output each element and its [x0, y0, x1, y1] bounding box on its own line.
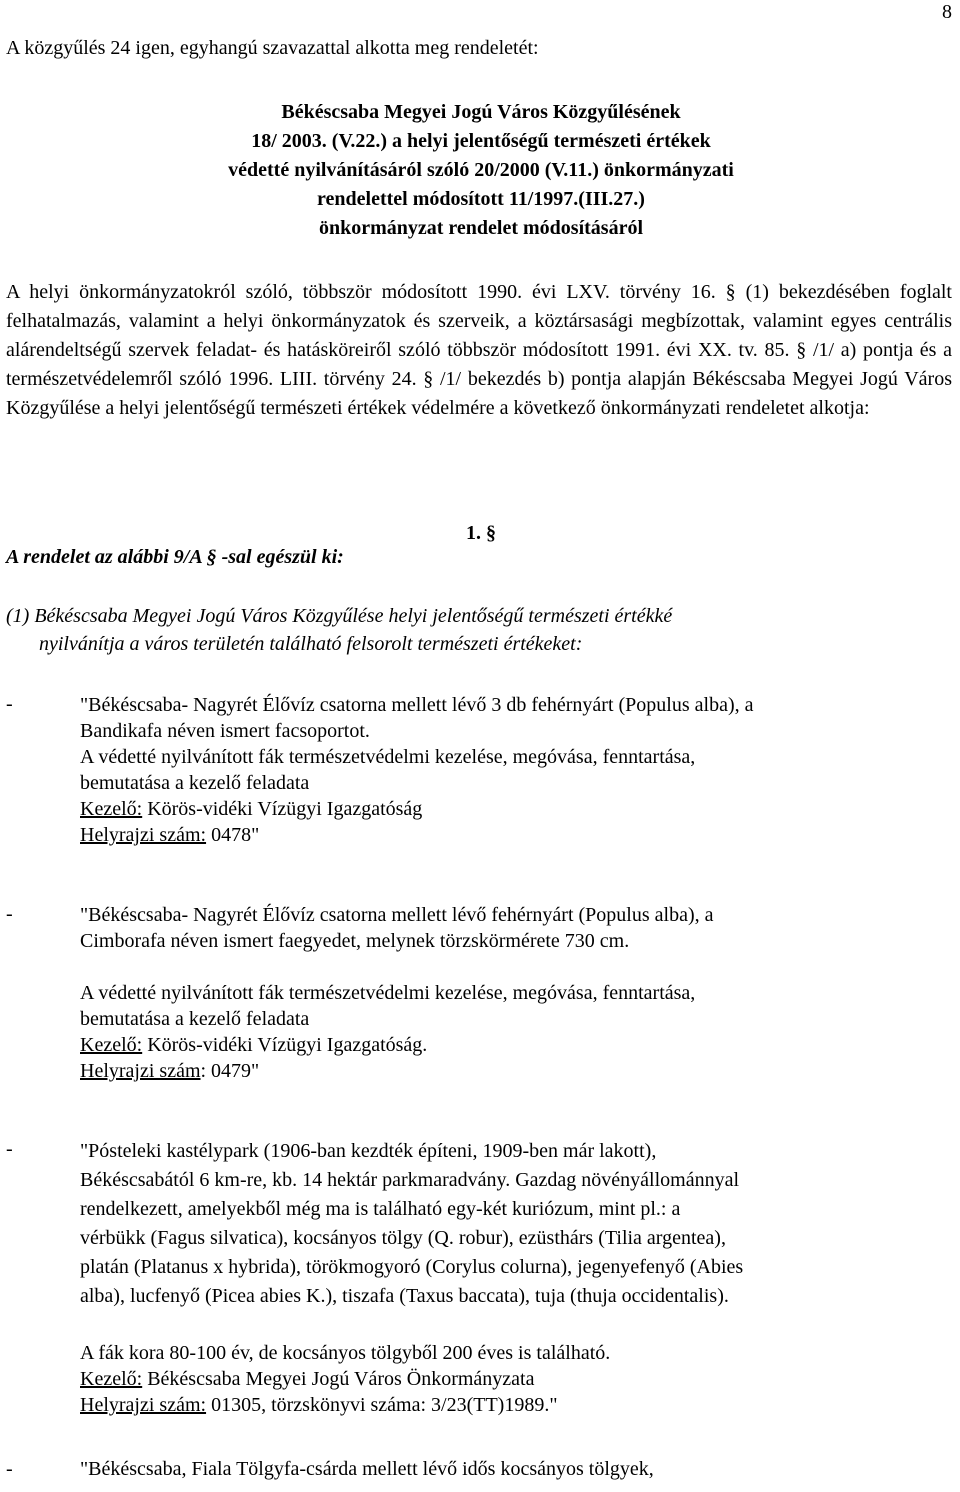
hrsz-label: Helyrajzi szám:	[80, 824, 207, 846]
hrsz-value: 01305, törzskönyvi száma: 3/23(TT)1989."	[206, 1394, 558, 1416]
list-item-line: "Békéscsaba- Nagyrét Élővíz csatorna mellett lévő 3 db fehérnyárt (Populus alba), a	[80, 694, 754, 716]
list-item-line: "Pósteleki kastélypark (1906-ban kezdték építeni, 1909-ben már lakott),	[80, 1140, 657, 1162]
list-item	[6, 692, 956, 872]
hrsz-line	[80, 822, 940, 848]
section-heading: A rendelet az alábbi 9/A § -sal egészül ki:	[6, 546, 344, 568]
kezelo-value: Körös-vidéki Vízügyi Igazgatóság	[142, 798, 423, 820]
list-item	[6, 1137, 956, 1437]
paragraph-1-line: nyilvánítja a város területén található felsorolt természeti értékeket:	[39, 633, 583, 655]
intro-sentence: A közgyűlés 24 igen, egyhangú szavazattal alkotta meg rendeletét:	[6, 37, 539, 59]
hrsz-label: Helyrajzi szám:	[80, 1394, 207, 1416]
page-number: 8	[942, 1, 952, 23]
decree-title	[6, 98, 956, 243]
kezelo-label: Kezelő:	[80, 1034, 143, 1056]
list-item-line: Békéscsabától 6 km-re, kb. 14 hektár parkmaradvány. Gazdag növényállománnyal	[80, 1169, 740, 1191]
kezelo-line	[80, 1032, 940, 1058]
kezelo-label: Kezelő:	[80, 798, 143, 820]
list-item-body	[80, 1137, 940, 1418]
list-item-line: "Békéscsaba- Nagyrét Élővíz csatorna mellett lévő fehérnyárt (Populus alba), a	[80, 904, 714, 926]
list-item	[6, 1457, 956, 1487]
list-item-body	[80, 902, 940, 1084]
list-item-body	[80, 1457, 940, 1481]
hrsz-line	[80, 1058, 940, 1084]
list-dash: -	[6, 1458, 13, 1480]
list-item-line: Cimborafa néven ismert faegyedet, melynek törzskörmérete 730 cm.	[80, 930, 630, 952]
list-dash: -	[6, 903, 13, 925]
decree-title-line: Békéscsaba Megyei Jogú Város Közgyűlésének	[281, 101, 681, 123]
decree-title-line: rendelettel módosított 11/1997.(III.27.)	[317, 188, 645, 210]
list-item-line: A védetté nyilvánított fák természetvédelmi kezelése, megóvása, fenntartása,	[80, 982, 696, 1004]
list-item-line: bemutatása a kezelő feladata	[80, 772, 310, 794]
paragraph-1	[6, 604, 956, 660]
list-item	[6, 902, 956, 1122]
kezelo-label: Kezelő:	[80, 1368, 143, 1390]
list-dash: -	[6, 693, 13, 715]
document-page	[6, 0, 956, 1492]
list-item-line: alba), lucfenyő (Picea abies K.), tiszafa (Taxus baccata), tuja (thuja occidentalis).	[80, 1285, 729, 1307]
list-item-line: rendelkezett, amelyekből még ma is található egy-két kuriózum, mint pl.: a	[80, 1198, 681, 1220]
list-item-line: Bandikafa néven ismert facsoportot.	[80, 720, 370, 742]
list-item-line: platán (Platanus x hybrida), törökmogyoró (Corylus colurna), jegenyefenyő (Abies	[80, 1256, 744, 1278]
list-item-line: "Békéscsaba, Fiala Tölgyfa-csárda mellett lévő idős kocsányos tölgyek,	[80, 1458, 654, 1480]
section-number: 1. §	[466, 522, 496, 544]
hrsz-line	[80, 1392, 940, 1418]
hrsz-value: : 0479"	[200, 1060, 260, 1082]
decree-title-line: 18/ 2003. (V.22.) a helyi jelentőségű természeti értékek	[251, 130, 711, 152]
kezelo-line	[80, 1366, 940, 1392]
decree-title-line: önkormányzat rendelet módosításáról	[318, 217, 644, 239]
list-item-body	[80, 692, 940, 848]
list-dash: -	[6, 1138, 13, 1160]
preamble-paragraph: A helyi önkormányzatokról szóló, többször módosított 1990. évi LXV. törvény 16. § (1) bekezdésében foglalt felhatalmazás, valamint a helyi önkormányzatok és szerveik, a köztársasági megbízottak, valamint egyes centrális alárendeltségű szervek feladat- és hatásköreiről szóló többször módosított 1991. évi XX. tv. 85. § /1/ a) pontja és a természetvédelemről szóló 1996. LIII. törvény 24. § /1/ bekezdés b) pontja alapján Békéscsaba Megyei Jogú Város Közgyűlése a helyi jelentőségű természeti értékek védelmére a következő önkormányzati rendeletet alkotja:	[6, 281, 952, 419]
list-item-line: A védetté nyilvánított fák természetvédelmi kezelése, megóvása, fenntartása,	[80, 746, 696, 768]
list-item-line: A fák kora 80-100 év, de kocsányos tölgyből 200 éves is található.	[80, 1342, 611, 1364]
kezelo-line	[80, 796, 940, 822]
list-item-line: vérbükk (Fagus silvatica), kocsányos tölgy (Q. robur), ezüsthárs (Tilia argentea),	[80, 1227, 726, 1249]
decree-title-line: védetté nyilvánításáról szóló 20/2000 (V.11.) önkormányzati	[228, 159, 734, 181]
paragraph-1-line: (1) Békéscsaba Megyei Jogú Város Közgyűlése helyi jelentőségű természeti értékké	[6, 605, 673, 627]
kezelo-value: Körös-vidéki Vízügyi Igazgatóság.	[142, 1034, 428, 1056]
kezelo-value: Békéscsaba Megyei Jogú Város Önkormányzata	[142, 1368, 535, 1390]
hrsz-label: Helyrajzi szám	[80, 1060, 201, 1082]
list-item-line: bemutatása a kezelő feladata	[80, 1008, 310, 1030]
hrsz-value: 0478"	[206, 824, 260, 846]
